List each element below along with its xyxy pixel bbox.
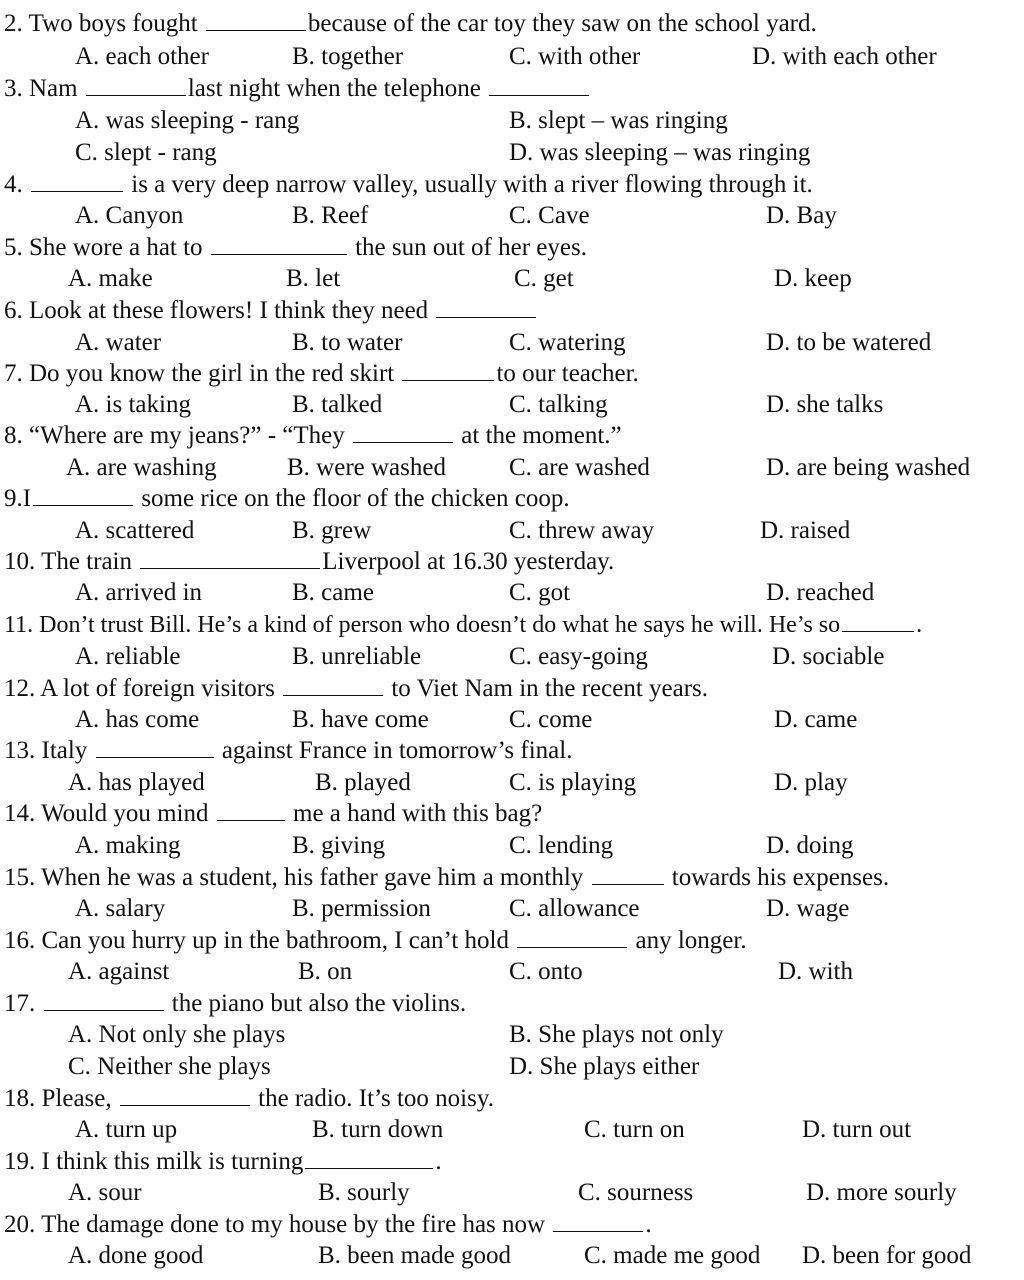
- question-text: me a hand with this bag?: [293, 800, 543, 827]
- question-number: 9.: [4, 485, 23, 512]
- question-5: [0, 232, 1024, 263]
- option-c: C. come: [509, 706, 593, 733]
- question-20: [0, 1209, 1024, 1240]
- option-a: A. is taking: [75, 391, 191, 418]
- option-b: B. sourly: [318, 1179, 410, 1206]
- question-number: 8.: [4, 422, 23, 449]
- question-text: some rice on the floor of the chicken coop.: [141, 485, 570, 512]
- question-text: Don’t trust Bill. He’s a kind of person who doesn’t do what he says he will. He’s so: [39, 612, 841, 638]
- options-19: [0, 1177, 1024, 1208]
- options-3a: [0, 105, 1024, 136]
- options-2: [0, 41, 1024, 72]
- option-d: D. more sourly: [806, 1179, 957, 1206]
- options-7: [0, 389, 1024, 420]
- option-c: C. onto: [509, 958, 583, 985]
- question-text: I: [22, 485, 32, 512]
- option-c: C. with other: [509, 43, 641, 70]
- option-a: A. Canyon: [75, 202, 184, 229]
- question-4: [0, 169, 1024, 200]
- option-c: C. are washed: [509, 454, 650, 481]
- option-c: C. Neither she plays: [68, 1053, 271, 1080]
- question-text: Two boys fought: [28, 10, 198, 37]
- question-number: 11.: [4, 612, 34, 638]
- answer-blank: [140, 548, 320, 569]
- option-d: D. doing: [766, 832, 854, 859]
- options-5: [0, 263, 1024, 294]
- option-b: B. together: [292, 43, 404, 70]
- option-a: A. was sleeping - rang: [75, 107, 300, 134]
- question-13: [0, 735, 1024, 766]
- options-8: [0, 452, 1024, 483]
- answer-blank: [31, 171, 123, 192]
- option-d: D. been for good: [802, 1242, 972, 1269]
- option-a: A. making: [75, 832, 181, 859]
- option-b: B. unreliable: [292, 643, 422, 670]
- option-a: A. sour: [68, 1179, 142, 1206]
- question-9: [0, 483, 1024, 514]
- option-d: D. she talks: [766, 391, 884, 418]
- options-15: [0, 893, 1024, 924]
- question-19: [0, 1146, 1024, 1177]
- question-text: Can you hurry up in the bathroom, I can’t hold: [41, 927, 510, 954]
- question-text: to our teacher.: [496, 360, 639, 387]
- option-d: D. keep: [774, 265, 852, 292]
- question-text: against France in tomorrow’s final.: [221, 737, 573, 764]
- question-14: [0, 798, 1024, 829]
- option-a: A. arrived in: [75, 579, 203, 606]
- option-a: A. make: [68, 265, 153, 292]
- question-text: Italy: [41, 737, 88, 764]
- question-number: 20.: [4, 1211, 36, 1238]
- option-a: A. are washing: [66, 454, 217, 481]
- option-a: A. has come: [75, 706, 200, 733]
- option-d: D. was sleeping – was ringing: [509, 139, 811, 166]
- question-text: When he was a student, his father gave him a monthly: [41, 864, 584, 891]
- option-b: B. have come: [292, 706, 429, 733]
- option-a: A. done good: [68, 1242, 204, 1269]
- option-d: D. came: [774, 706, 858, 733]
- options-18: [0, 1114, 1024, 1145]
- question-text: the sun out of her eyes.: [355, 234, 587, 261]
- option-b: B. to water: [292, 329, 403, 356]
- question-12: [0, 673, 1024, 704]
- question-text: at the moment.”: [461, 422, 622, 449]
- question-number: 15.: [4, 864, 36, 891]
- answer-blank: [217, 800, 285, 821]
- option-a: A. reliable: [75, 643, 181, 670]
- question-text: Liverpool at 16.30 yesterday.: [322, 548, 615, 575]
- answer-blank: [86, 75, 186, 96]
- question-number: 17.: [4, 990, 36, 1017]
- option-d: D. reached: [766, 579, 875, 606]
- question-text: the radio. It’s too noisy.: [258, 1085, 494, 1112]
- option-b: B. She plays not only: [509, 1021, 724, 1048]
- option-b: B. were washed: [287, 454, 446, 481]
- options-6: [0, 327, 1024, 358]
- question-text: any longer.: [635, 927, 747, 954]
- question-text: to Viet Nam in the recent years.: [391, 675, 709, 702]
- option-c: C. allowance: [509, 895, 640, 922]
- question-number: 7.: [4, 360, 23, 387]
- option-d: D. wage: [766, 895, 850, 922]
- question-8: [0, 420, 1024, 451]
- question-number: 6.: [4, 297, 23, 324]
- question-3: [0, 73, 1024, 104]
- options-3b: [0, 137, 1024, 168]
- option-d: D. play: [774, 769, 848, 796]
- option-a: A. turn up: [75, 1116, 178, 1143]
- option-b: B. grew: [292, 517, 372, 544]
- options-4: [0, 200, 1024, 231]
- options-16: [0, 956, 1024, 987]
- option-c: C. slept - rang: [75, 139, 217, 166]
- answer-blank: [96, 737, 214, 758]
- question-text: because of the car toy they saw on the school yard.: [307, 10, 817, 37]
- question-18: [0, 1083, 1024, 1114]
- option-a: A. against: [68, 958, 170, 985]
- option-d: D. with: [778, 958, 853, 985]
- question-text: I think this milk is turning: [41, 1148, 304, 1175]
- answer-blank: [33, 485, 133, 506]
- question-11: [0, 610, 1024, 641]
- options-17a: [0, 1019, 1024, 1050]
- option-c: C. got: [509, 579, 571, 606]
- option-d: D. to be watered: [766, 329, 932, 356]
- question-text: Nam: [29, 75, 78, 102]
- options-10: [0, 577, 1024, 608]
- answer-blank: [517, 927, 627, 948]
- option-b: B. played: [315, 769, 411, 796]
- option-a: A. scattered: [75, 517, 195, 544]
- answer-blank: [283, 675, 383, 696]
- question-text: “Where are my jeans?” - “They: [29, 422, 345, 449]
- option-d: D. Bay: [766, 202, 837, 229]
- answer-blank: [842, 611, 914, 632]
- question-text: the piano but also the violins.: [171, 990, 467, 1017]
- question-text: The damage done to my house by the fire has now: [41, 1211, 546, 1238]
- question-7: [0, 358, 1024, 389]
- option-d: D. raised: [760, 517, 851, 544]
- question-15: [0, 862, 1024, 893]
- options-11: [0, 641, 1024, 672]
- option-b: B. talked: [292, 391, 383, 418]
- question-text: last night when the telephone: [187, 75, 481, 102]
- question-number: 2.: [4, 10, 23, 37]
- question-text: towards his expenses.: [671, 864, 890, 891]
- question-number: 12.: [4, 675, 36, 702]
- option-c: C. Cave: [509, 202, 590, 229]
- option-a: A. Not only she plays: [68, 1021, 286, 1048]
- question-text: .: [435, 1148, 442, 1175]
- option-a: A. salary: [75, 895, 166, 922]
- answer-blank: [402, 360, 494, 381]
- option-c: C. made me good: [584, 1242, 761, 1269]
- option-b: B. let: [286, 265, 341, 292]
- options-14: [0, 830, 1024, 861]
- option-c: C. threw away: [509, 517, 655, 544]
- option-a: A. has played: [68, 769, 205, 796]
- question-number: 16.: [4, 927, 36, 954]
- question-number: 13.: [4, 737, 36, 764]
- question-text: Look at these flowers! I think they need: [29, 297, 429, 324]
- option-b: B. on: [298, 958, 353, 985]
- option-b: B. turn down: [312, 1116, 444, 1143]
- option-b: B. permission: [292, 895, 431, 922]
- question-17: [0, 988, 1024, 1019]
- options-9: [0, 515, 1024, 546]
- options-13: [0, 767, 1024, 798]
- question-10: [0, 546, 1024, 577]
- question-text: Do you know the girl in the red skirt: [29, 360, 395, 387]
- question-text: A lot of foreign visitors: [40, 675, 275, 702]
- question-text: Please,: [41, 1085, 112, 1112]
- answer-blank: [436, 297, 536, 318]
- option-d: D. She plays either: [509, 1053, 700, 1080]
- question-number: 18.: [4, 1085, 36, 1112]
- answer-blank: [353, 422, 453, 443]
- answer-blank: [305, 1148, 433, 1169]
- question-text: Would you mind: [41, 800, 209, 827]
- option-b: B. been made good: [318, 1242, 512, 1269]
- option-c: C. sourness: [578, 1179, 694, 1206]
- question-number: 4.: [4, 171, 23, 198]
- option-c: C. easy-going: [509, 643, 648, 670]
- option-c: C. is playing: [509, 769, 637, 796]
- option-a: A. water: [75, 329, 162, 356]
- option-c: C. watering: [509, 329, 626, 356]
- question-number: 10.: [4, 548, 36, 575]
- question-text: .: [645, 1211, 652, 1238]
- option-d: D. are being washed: [766, 454, 971, 481]
- question-text: The train: [41, 548, 132, 575]
- answer-blank: [44, 990, 164, 1011]
- option-b: B. slept – was ringing: [509, 107, 728, 134]
- answer-blank: [489, 75, 589, 96]
- option-b: B. came: [292, 579, 374, 606]
- option-b: B. giving: [292, 832, 386, 859]
- question-16: [0, 925, 1024, 956]
- options-17b: [0, 1051, 1024, 1082]
- answer-blank: [206, 10, 306, 31]
- option-c: C. get: [514, 265, 574, 292]
- option-c: C. turn on: [584, 1116, 685, 1143]
- option-c: C. lending: [509, 832, 614, 859]
- question-number: 19.: [4, 1148, 36, 1175]
- option-d: D. turn out: [802, 1116, 912, 1143]
- option-d: D. with each other: [752, 43, 937, 70]
- question-number: 5.: [4, 234, 23, 261]
- answer-blank: [553, 1211, 643, 1232]
- question-6: [0, 295, 1024, 326]
- answer-blank: [592, 864, 664, 885]
- question-text: She wore a hat to: [29, 234, 203, 261]
- option-b: B. Reef: [292, 202, 369, 229]
- question-text: .: [916, 612, 923, 638]
- answer-blank: [211, 234, 347, 255]
- option-c: C. talking: [509, 391, 608, 418]
- question-number: 14.: [4, 800, 36, 827]
- question-number: 3.: [4, 75, 23, 102]
- option-a: A. each other: [75, 43, 209, 70]
- question-text: is a very deep narrow valley, usually with a river flowing through it.: [131, 171, 813, 198]
- answer-blank: [120, 1085, 250, 1106]
- options-20: [0, 1240, 1024, 1271]
- question-2: [0, 8, 1024, 39]
- options-12: [0, 704, 1024, 735]
- option-d: D. sociable: [772, 643, 885, 670]
